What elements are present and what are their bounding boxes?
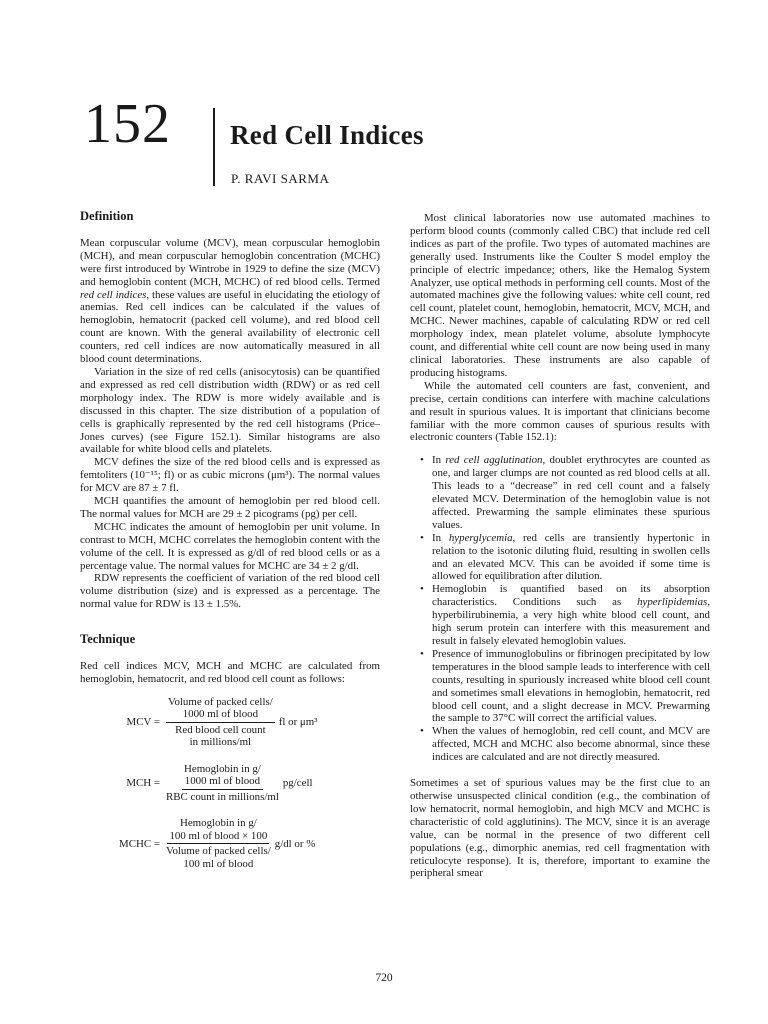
list-item: • In red cell agglutination, doublet erythrocytes are counted as one, and larger clumps are not counted as red blood cells at all. This leads to a “decrease” in red cell count and a falsely elevated MCV. Determination of the hemoglobin value is not affected. Prewarming the sample eliminates these spurious values.: [410, 454, 710, 531]
spurious-causes-list: [410, 454, 710, 764]
chapter-number: 152: [84, 93, 171, 155]
mcv-formula: [80, 696, 380, 749]
header-divider: [213, 108, 215, 186]
definition-paragraph: MCHC indicates the amount of hemoglobin per unit volume. In contrast to MCH, MCHC correlates the hemoglobin content with the volume of the cell. It is expressed as g/dl of red blood cells or as a percentage value. The normal values for MCHC are 34 ± 2 g/dl.: [80, 520, 380, 572]
technique-heading: Technique: [80, 632, 136, 647]
formula-denominator: Volume of packed cells/ 100 ml of blood: [166, 845, 271, 870]
formula-unit: fl or μm³: [278, 716, 318, 729]
definition-paragraph: MCH quantifies the amount of hemoglobin per red blood cell. The normal values for MCH are 29 ± 2 picograms (pg) per cell.: [80, 495, 380, 520]
body-paragraph: While the automated cell counters are fast, convenient, and precise, certain conditions can interfere with machine calculations and result in spurious values. It is important that clinicians become familiar with the more common causes of spurious results with electronic counters (Table 152.1):: [410, 379, 710, 444]
left-column: [80, 210, 380, 870]
mch-formula: [80, 763, 380, 804]
definition-heading: Definition: [80, 209, 134, 223]
technique-paragraph: Red cell indices MCV, MCH and MCHC are calculated from hemoglobin, hematocrit, and red blood cell count as follows:: [80, 660, 380, 685]
definition-paragraph: Mean corpuscular volume (MCV), mean corpuscular hemoglobin (MCH), and mean corpuscular hemoglobin concentration (MCHC) were first introduced by Wintrobe in 1929 to define the size (MCV) and hemoglobin content (MCH, MCHC) of red blood cells. Termed red cell indices, these values are useful in elucidating the etiology of anemias. Red cell indices can be calculated if the values of hemoglobin, hematocrit (packed cell volume), and red blood cell count are known. With the general availability of electronic cell counters, red cell indices are now automatically measured in all blood count determinations.: [80, 236, 380, 366]
formula-fraction: [166, 817, 271, 870]
formula-denominator: RBC count in millions/ml: [166, 790, 279, 803]
page-number: 720: [375, 972, 393, 984]
definition-paragraph: MCV defines the size of the red blood cells and is expressed as femtoliters (10⁻¹⁵; fl) or as cubic microns (μm³). The normal values for MCV are 87 ± 7 fl.: [80, 456, 380, 495]
formula-unit: pg/cell: [282, 776, 313, 789]
formula-label: MCH =: [126, 776, 160, 789]
list-item: • When the values of hemoglobin, red cell count, and MCV are affected, MCH and MCHC also become abnormal, since these indices are calculated and are not directly measured.: [410, 725, 710, 764]
formula-denominator: Red blood cell count in millions/ml: [175, 723, 266, 749]
formula-unit: g/dl or %: [274, 837, 316, 850]
author: P. RAVI SARMA: [231, 171, 330, 186]
chapter-title: Red Cell Indices: [230, 120, 424, 150]
formula-numerator: Volume of packed cells/ 1000 ml of blood: [166, 696, 275, 723]
formula-fraction: [166, 696, 275, 749]
formula-numerator: Hemoglobin in g/ 100 ml of blood × 100: [167, 817, 269, 844]
right-column: [410, 212, 710, 880]
mchc-formula: [80, 817, 380, 870]
definition-paragraph: RDW represents the coefficient of variation of the red blood cell volume distribution (size) and is expressed as a percentage. The normal value for RDW is 13 ± 1.5%.: [80, 572, 380, 611]
definition-paragraph: Variation in the size of red cells (anisocytosis) can be quantified and expressed as red cell distribution width (RDW) or as red cell morphology index. The RDW is more widely available and is discussed in this chapter. The size distribution of a population of cells is graphically represented by the red cell histograms (Price–Jones curves) (see Figure 152.1). Similar histograms are also available for white blood cells and platelets.: [80, 365, 380, 456]
list-item: • Presence of immunoglobulins or fibrinogen precipitated by low temperatures in the blood sample leads to interference with cell counts, resulting in spuriously increased white blood cell count and sometimes small elevations in hemoglobin, hematocrit, red blood cell count, and a slight decrease in MCV. Prewarming the sample to 37°C will correct the artificial values.: [410, 648, 710, 725]
list-item: • In hyperglycemia, red cells are transiently hypertonic in relation to the isotonic diluting fluid, resulting in swollen cells and an elevated MCV. This can be avoided if some time is allowed for equilibration after dilution.: [410, 532, 710, 584]
formula-numerator: Hemoglobin in g/ 1000 ml of blood: [182, 763, 263, 790]
body-paragraph: Sometimes a set of spurious values may be the first clue to an otherwise unsuspected clinical condition (e.g., the combination of low hematocrit, normal hemoglobin, and high MCV and MCHC is characteristic of cold agglutinins). The MCV, since it is an average value, can be normal in the presence of two different cell populations (e.g., dimorphic anemias, red cell fragmentation with reticulocyte response). It is, therefore, important to examine the peripheral smear: [410, 777, 710, 880]
formula-fraction: [166, 763, 279, 804]
formula-label: MCV =: [126, 716, 160, 729]
formula-label: MCHC =: [119, 837, 160, 850]
list-item: • Hemoglobin is quantified based on its absorption characteristics. Conditions such as hyperlipidemias, hyperbilirubinemia, a very high white blood cell count, and high serum protein can interfere with this measurement and result in falsely elevated hemoglobin values.: [410, 583, 710, 648]
body-paragraph: Most clinical laboratories now use automated machines to perform blood counts (commonly called CBC) that include red cell indices as part of the profile. Two types of automated machines are generally used. Instruments like the Coulter S model employ the principle of electric impedance; others, like the Hemalog System Analyzer, use optical methods in performing cell counts. Most of the automated machines give the following values: white cell count, red cell count, platelet count, hemoglobin, hematocrit, MCV, MCH, and MCHC. Newer machines, capable of calculating RDW or red cell morphology index, mean platelet volume, absolute lymphocyte count, and differential white cell count are now being used in many clinical laboratories. These instruments are also capable of producing histograms.: [410, 212, 710, 379]
